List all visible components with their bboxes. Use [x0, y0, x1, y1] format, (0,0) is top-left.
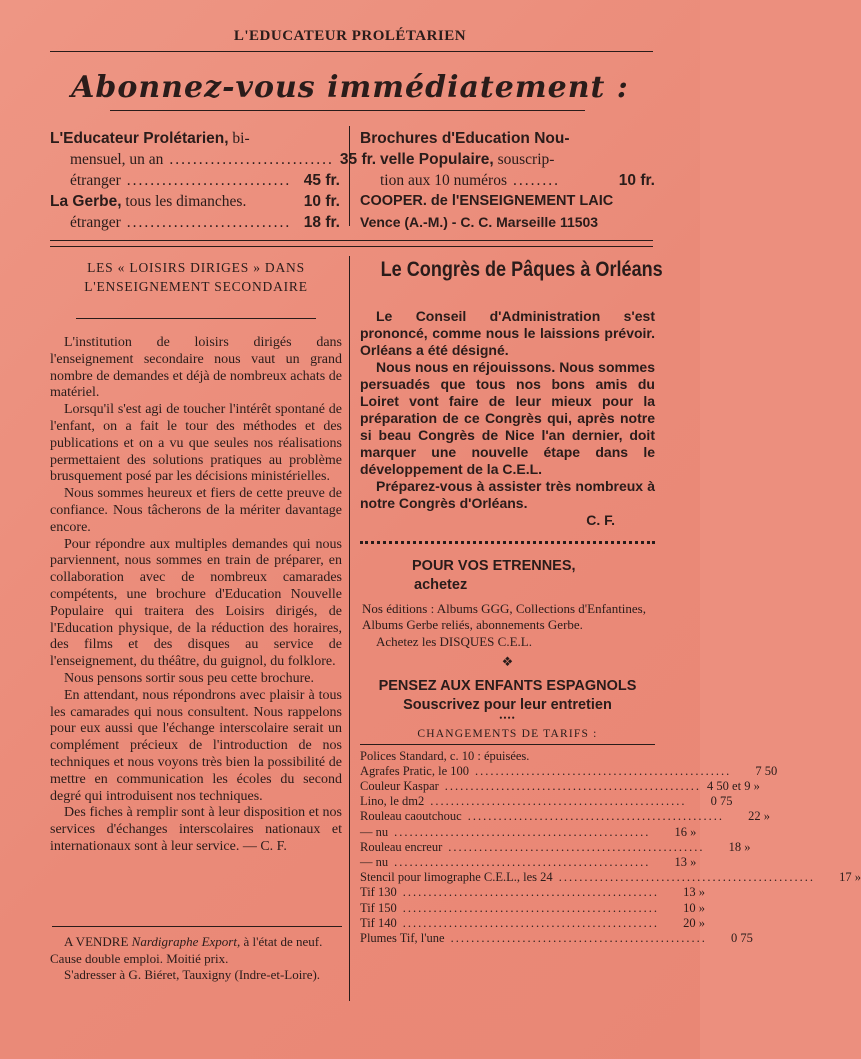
subscription-rest: bi-: [228, 130, 250, 147]
congres-paragraph: Nous nous en réjouissons. Nous sommes persuadés que tous nos bons amis du Loiret vont faire de leur mieux pour la préparation de ce Congrès qui, après notre si beau Congrès de Nice l'an dernier, doit marquer une nouvelle étape dans le développement de la C.E.L.: [360, 359, 655, 477]
dotted-separator: [360, 541, 655, 544]
tarifs-rule: [360, 744, 655, 745]
brochures-line: velle Populaire,: [380, 151, 494, 168]
tarif-value: 4 50 et 9 »: [707, 778, 760, 793]
tarif-value: 7 50: [755, 763, 778, 778]
subscription-price: 10 fr.: [303, 193, 340, 210]
tarif-label: Plumes Tif, l'une: [360, 930, 445, 945]
sale-item: Nardigraphe Export,: [131, 934, 241, 949]
tarif-label: Tif 140: [360, 915, 397, 930]
tarifs-title: CHANGEMENTS DE TARIFS :: [417, 727, 598, 740]
section-double-rule: [50, 240, 653, 247]
article-paragraph: En attendant, nous répondrons avec plaisir à tous les camarades qui nous consultent. Nous rappelons pour eux aussi que l'échange interscolaire serait un complément précieux de l'introduction de nos techniques et nous voyons très bien la possibilité de mettre en communication les écoles du second degré qui introduisent nos techniques.: [50, 687, 342, 804]
tarif-row: Lino, le dm2 .................................................. 0 75: [360, 794, 733, 809]
etrennes-title: POUR VOS ETRENNES,: [412, 558, 576, 574]
sale-text: A VENDRE: [64, 934, 132, 949]
article-title-rule: [76, 318, 316, 319]
tarif-row: Plumes Tif, l'une .................................................. 0 75: [360, 930, 753, 945]
coop-name: COOPER. de l'ENSEIGNEMENT LAIC: [360, 193, 614, 209]
right-column: [360, 258, 861, 946]
tarif-row: Couleur Kaspar .................................................. 4 50 et 9 »: [360, 778, 760, 793]
congres-signature: C. F.: [586, 512, 615, 528]
masthead-rule: [50, 51, 653, 52]
tarif-value: 20 »: [683, 915, 705, 930]
subscription-line: étranger: [70, 214, 121, 231]
subscriptions-right: Brochures d'Education Nou- velle Populaire, souscrip- tion aux 10 numéros ........ 10 fr. COOPER. de l'ENSEIGNEMENT LAIC Vence (A.-M.) - C. C. Marseille 11503: [360, 128, 655, 233]
article-title-line: LES « LOISIRS DIRIGES » DANS: [87, 260, 305, 275]
sale-notice: [50, 934, 342, 984]
congres-body: [360, 308, 655, 529]
tarif-row: — nu .................................................. 13 »: [360, 854, 697, 869]
sale-contact: S'adresser à G. Biéret, Tauxigny (Indre-et-Loire).: [64, 967, 321, 982]
tarif-row: Stencil pour limographe C.E.L., les 24 .................................................. 17 »: [360, 870, 861, 885]
tarif-value: 0 75: [710, 794, 733, 809]
tarif-label: Rouleau caoutchouc: [360, 809, 462, 824]
tarif-label: Tif 150: [360, 900, 397, 915]
brochures-price: 10 fr.: [618, 172, 655, 189]
subscription-line: étranger: [70, 172, 121, 189]
congres-title: Le Congrès de Pâques à Orléans: [380, 258, 663, 281]
tarif-value: 22 »: [748, 809, 770, 824]
etrennes-subtitle: achetez: [414, 577, 468, 593]
ornament-icon: ❖: [501, 653, 514, 669]
brochures-line: souscrip-: [493, 151, 555, 168]
tarif-label: Tif 130: [360, 885, 397, 900]
tarif-label: Lino, le dm2: [360, 794, 425, 809]
tarif-label: — nu: [360, 854, 389, 869]
tarifs-list: [360, 748, 861, 947]
headline-underline: [110, 110, 585, 111]
masthead: L'EDUCATEUR PROLÉTARIEN: [233, 28, 467, 44]
brochures-line: tion aux 10 numéros: [380, 172, 507, 189]
etrennes-disques: Achetez les DISQUES C.E.L.: [376, 634, 532, 649]
etrennes-block: [360, 558, 655, 593]
tarif-row: Tif 130 .................................................. 13 »: [360, 885, 705, 900]
article-title: [50, 258, 342, 296]
subscription-title-gerbe: La Gerbe,: [50, 193, 122, 210]
tarif-value: 13 »: [674, 854, 697, 869]
sale-rule: [52, 926, 342, 927]
espagnols-title: PENSEZ AUX ENFANTS ESPAGNOLS: [378, 677, 637, 694]
etrennes-text: Nos éditions : Albums GGG, Collections d'Enfantines, Albums Gerbe reliés, abonnements Gerbe.: [362, 601, 646, 632]
coop-address: Vence (A.-M.) - C. C. Marseille 11503: [360, 214, 599, 230]
tarif-value: 17 »: [839, 870, 861, 885]
tarif-row: Rouleau caoutchouc .................................................. 22 »: [360, 809, 770, 824]
article-loisirs: [50, 258, 342, 856]
brochures-line: Brochures d'Education Nou-: [360, 130, 570, 147]
column-divider-top: [349, 126, 350, 226]
tarif-label: Stencil pour limographe C.E.L., les 24: [360, 870, 553, 885]
tarif-row: — nu .................................................. 16 »: [360, 824, 697, 839]
subscription-line: mensuel, un an: [70, 151, 164, 168]
tarif-value: 18 »: [728, 839, 751, 854]
tarif-label: Agrafes Pratic, le 100: [360, 763, 469, 778]
tarif-label: Couleur Kaspar: [360, 778, 439, 793]
tarif-row: Agrafes Pratic, le 100 .................................................. 7 50: [360, 763, 778, 778]
tarifs-intro: Polices Standard, c. 10 : épuisées.: [360, 748, 530, 763]
article-paragraph: Nous sommes heureux et fiers de cette preuve de confiance. Nous tâcherons de la mériter davantage encore.: [50, 486, 342, 535]
subscription-price: 35 fr.: [339, 151, 377, 168]
article-paragraph: Des fiches à remplir sont à leur disposition et nos services d'échanges interscolaires nationaux et internationaux sont à leur service. — C. F.: [50, 805, 342, 854]
subscription-price: 45 fr.: [303, 172, 340, 189]
headline: Abonnez-vous immédiatement :: [71, 70, 629, 105]
article-paragraph: L'institution de loisirs dirigés dans l'enseignement secondaire nous vaut un grand nombre de demandes et déjà de nombreux achats de matériel.: [50, 335, 342, 401]
dots-ornament-icon: ••••: [499, 712, 516, 723]
tarif-row: Tif 140 .................................................. 20 »: [360, 915, 705, 930]
tarif-row: Tif 150 .................................................. 10 »: [360, 900, 705, 915]
tarif-value: 13 »: [683, 885, 705, 900]
column-divider: [349, 256, 350, 1001]
subscription-rest: tous les dimanches.: [121, 193, 247, 210]
article-title-line: L'ENSEIGNEMENT SECONDAIRE: [84, 279, 308, 294]
tarif-label: Rouleau encreur: [360, 839, 443, 854]
espagnols-subtitle: Souscrivez pour leur entretien: [403, 696, 612, 713]
sale-text: à l'état de neuf. Cause double emploi. Moitié prix.: [50, 934, 323, 966]
article-paragraph: Pour répondre aux multiples demandes qui nous parviennent, nous sommes en train de préparer, en collaboration avec de nombreux camarades compétents, une brochure d'Education Nouvelle Populaire qui traitera des Loisirs dirigés, de l'Education physique, de la réduction des horaires, des films et des disques au service de l'enseignement, du théâtre, du guignol, du folklore.: [50, 536, 342, 670]
article-paragraph: Nous pensons sortir sous peu cette brochure.: [64, 670, 315, 686]
tarif-label: — nu: [360, 824, 389, 839]
subscription-title-educateur: L'Educateur Prolétarien,: [50, 130, 229, 147]
tarif-value: 0 75: [730, 930, 753, 945]
congres-paragraph: Préparez-vous à assister très nombreux à notre Congrès d'Orléans.: [360, 478, 655, 511]
congres-paragraph: Le Conseil d'Administration s'est prononcé, comme nous le laissions prévoir. Orléans a été désigné.: [360, 308, 655, 358]
tarif-row: Rouleau encreur .................................................. 18 »: [360, 839, 751, 854]
tarif-value: 10 »: [683, 900, 705, 915]
subscription-price: 18 fr.: [303, 214, 340, 231]
tarif-value: 16 »: [674, 824, 697, 839]
subscriptions-left: L'Educateur Prolétarien, bi- mensuel, un an ............................ 35 fr. étranger ............................ 45 fr. La Gerbe, tous les dimanches. 10 fr. étranger ............................ 18 fr.: [50, 130, 377, 231]
article-paragraph: Lorsqu'il s'est agi de toucher l'intérêt spontané de l'enfant, on a fait le tour des méthodes et des publications et on a vu que seules nos réalisations permettaient des solutions pratiques au problème brusquement posé par les décisions ministérielles.: [50, 402, 342, 485]
